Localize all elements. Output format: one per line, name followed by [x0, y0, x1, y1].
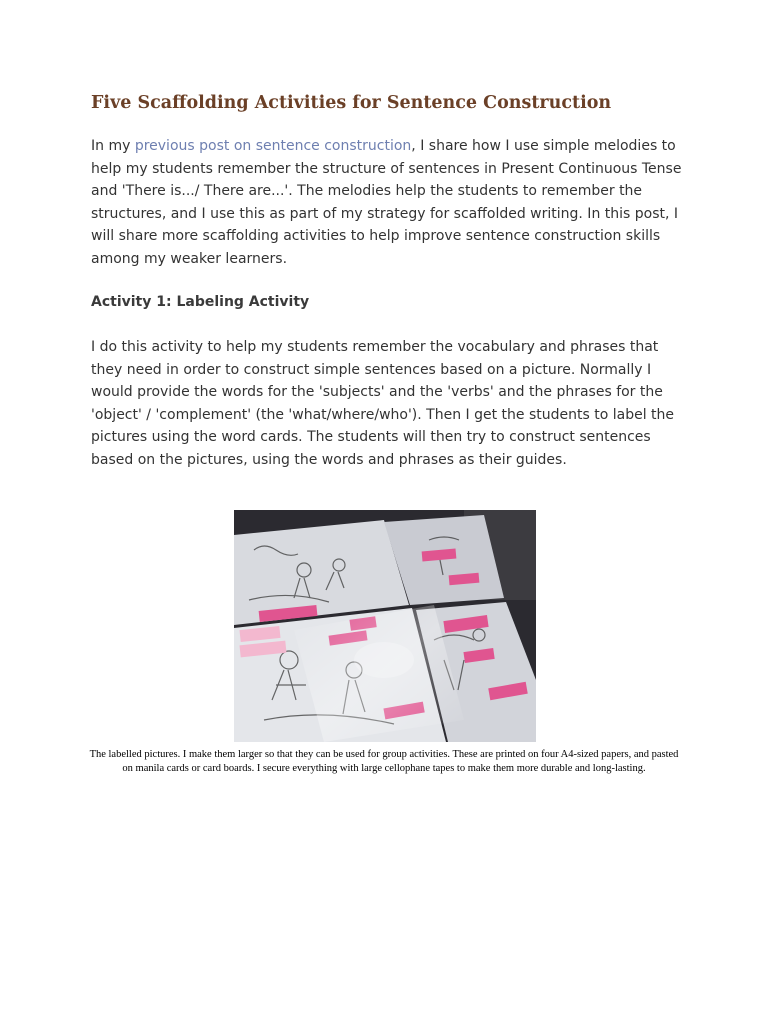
activity-1-heading: Activity 1: Labeling Activity: [91, 294, 310, 310]
previous-post-link[interactable]: previous post on sentence construction: [134, 138, 412, 154]
photo-caption: The labelled pictures. I make them larger so that they can be used for group activities. These are printed on four A4-sized papers, and pasted on manila cards or card boards. I secure everything with large cellophane tapes to make them more durable and long-lasting.: [89, 749, 679, 774]
intro-paragraph: [91, 135, 691, 270]
activity-1-paragraph: I do this activity to help my students remember the vocabulary and phrases that they need in order to construct simple sentences based on a picture. Normally I would provide the words for the 'subjects' and the 'verbs' and the phrases for the 'object' / 'complement' (the 'what/where/who'). Then I get the students to label the pictures using the word cards. The students will then try to construct sentences based on the pictures, using the words and phrases as their guides.: [91, 339, 675, 468]
article-title: Five Scaffolding Activities for Sentence Construction: [91, 93, 612, 113]
intro-text-rest: , I share how I use simple melodies to help my students remember the structure of sentences in Present Continuous Tense and 'There is.../ There are...'. The melodies help the students to remember the structures, and I use this as part of my strategy for scaffolded writing. In this post, I will share more scaffolding activities to help improve sentence construction skills among my weaker learners.: [91, 138, 682, 267]
photo-drawing: [234, 510, 536, 742]
labelled-pictures-photo: [234, 510, 536, 742]
intro-text-start: In my: [91, 138, 135, 154]
